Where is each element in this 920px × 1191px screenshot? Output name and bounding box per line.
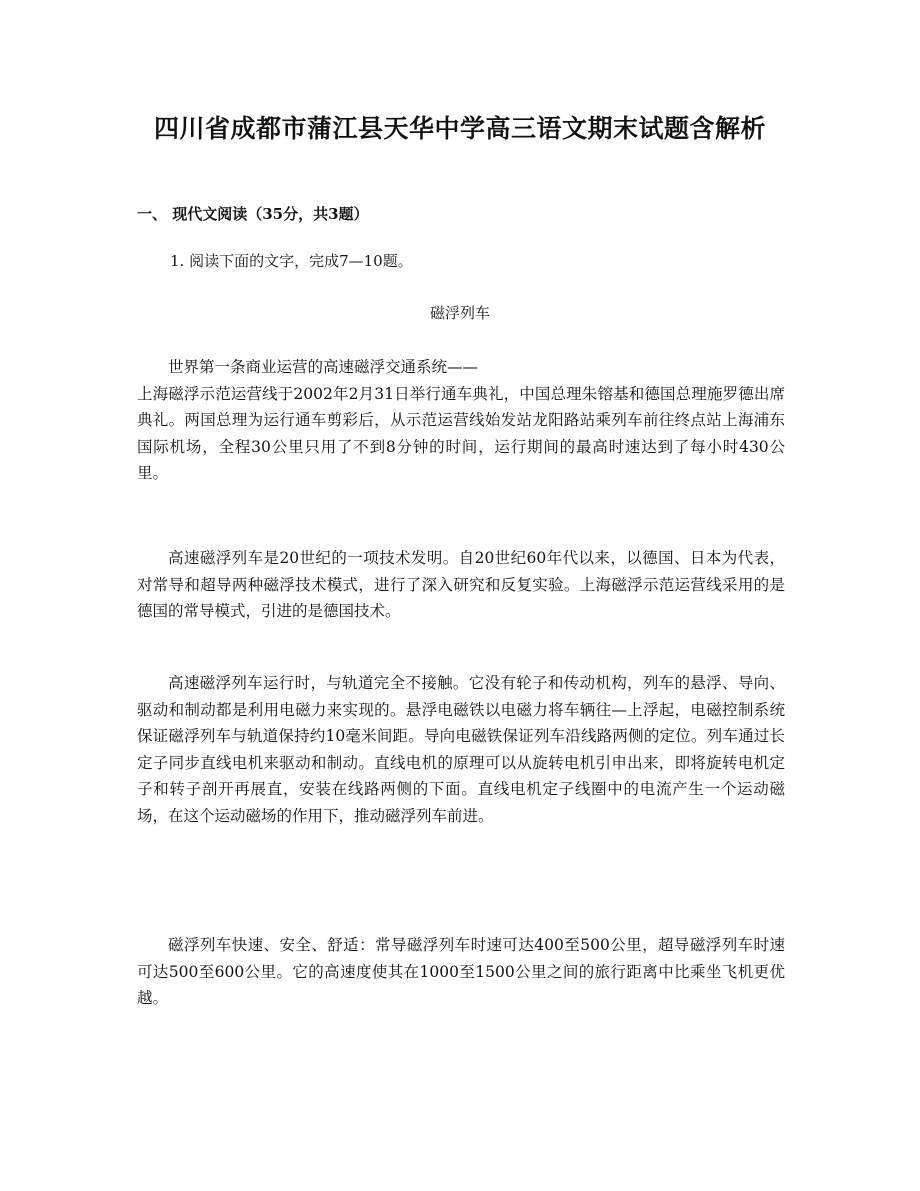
question-intro: 1. 阅读下面的文字，完成7—10题。 (170, 252, 413, 270)
paragraph-1-body: 上海磁浮示范运营线于2002年2月31日举行通车典礼，中国总理朱镕基和德国总理施罗德出席典礼。两国总理为运行通车剪彩后，从示范运营线始发站龙阳路站乘列车前往终点站上海浦东国际机场，全程30公里只用了不到8分钟的时间，运行期间的最高时速达到了每小时430公里。 (137, 384, 785, 482)
paragraph-3: 高速磁浮列车运行时，与轨道完全不接触。它没有轮子和传动机构，列车的悬浮、导向、驱动和制动都是利用电磁力来实现的。悬浮电磁铁以电磁力将车辆往—上浮起，电磁控制系统保证磁浮列车与轨道保持约10毫米间距。导向电磁铁保证列车沿线路两侧的定位。列车通过长定子同步直线电机来驱动和制动。直线电机的原理可以从旋转电机引申出来，即将旋转电机定子和转子剖开再展直，安装在线路两侧的下面。直线电机定子线圈中的电流产生一个运动磁场，在这个运动磁场的作用下，推动磁浮列车前进。 (137, 674, 785, 825)
document-title: 四川省成都市蒲江县天华中学高三语文期末试题含解析 (153, 114, 766, 143)
article-title: 磁浮列车 (429, 304, 490, 322)
paragraph-2: 高速磁浮列车是20世纪的一项技术发明。自20世纪60年代以来，以德国、日本为代表，对常导和超导两种磁浮技术模式，进行了深入研究和反复实验。上海磁浮示范运营线采用的是德国的常导模式，引进的是德国技术。 (137, 549, 785, 620)
paragraph-4: 磁浮列车快速、安全、舒适：常导磁浮列车时速可达400至500公里，超导磁浮列车时速可达500至600公里。它的高速度使其在1000至1500公里之间的旅行距离中比乘坐飞机更优越。 (137, 936, 785, 1007)
paragraph-1-first-line: 世界第一条商业运营的高速磁浮交通系统—— (168, 358, 479, 376)
paragraph-1 (137, 354, 785, 487)
section-heading: 一、 现代文阅读（35分，共3题） (137, 205, 369, 223)
